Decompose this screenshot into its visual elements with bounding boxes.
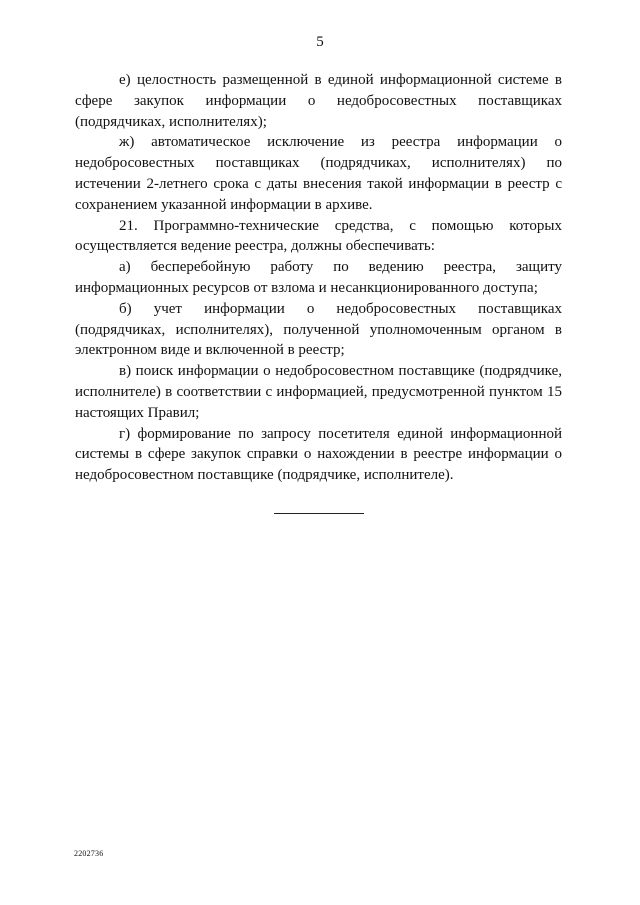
document-code: 2202736 bbox=[74, 849, 104, 858]
paragraph-b: б) учет информации о недобросовестных поставщиках (подрядчиках, исполнителях), полученной уполномоченным органом в электронном виде и включенной в реестр; bbox=[75, 300, 562, 359]
paragraph-zh: ж) автоматическое исключение из реестра информации о недобросовестных поставщиках (подрядчиках, исполнителях) по истечении 2-летнего срока с даты внесения такой информации в реестр с сохранением указанной информации в архиве. bbox=[75, 134, 562, 213]
page-number: 5 bbox=[316, 34, 324, 50]
document-body bbox=[75, 70, 562, 486]
paragraph-v: в) поиск информации о недобросовестном поставщике (подрядчике, исполнителе) в соответствии с информацией, предусмотренной пунктом 15 настоящих Правил; bbox=[75, 363, 562, 421]
paragraph-21: 21. Программно-технические средства, с помощью которых осуществляется ведение реестра, должны обеспечивать: bbox=[75, 217, 562, 255]
paragraph-g: г) формирование по запросу посетителя единой информационной системы в сфере закупок справки о нахождении в реестре информации о недобросовестном поставщике (подрядчике, исполнителе). bbox=[75, 425, 562, 484]
paragraph-a: а) бесперебойную работу по ведению реестра, защиту информационных ресурсов от взлома и несанкционированного доступа; bbox=[75, 259, 562, 296]
end-separator-line bbox=[274, 513, 364, 514]
paragraph-e: е) целостность размещенной в единой информационной системе в сфере закупок информации о недобросовестных поставщиках (подрядчиках, исполнителях); bbox=[75, 72, 562, 130]
